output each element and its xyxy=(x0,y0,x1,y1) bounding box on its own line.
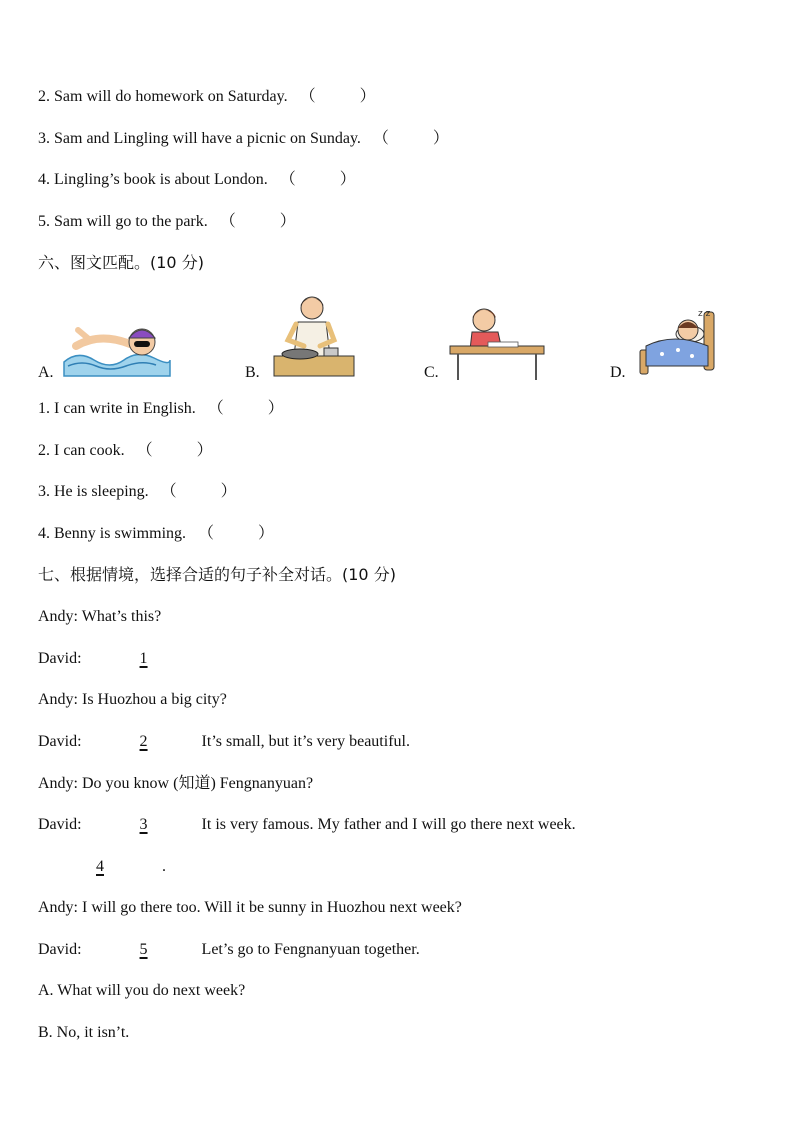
dialogue-text: Let’s go to Fengnanyuan together. xyxy=(201,941,420,958)
blank-1[interactable]: 1 xyxy=(139,650,148,667)
dialogue-line: Andy: Is Huozhou a big city? xyxy=(38,691,227,708)
speaker-label: David: xyxy=(38,650,86,667)
dialogue-line xyxy=(38,732,410,752)
question-5-5 xyxy=(38,212,296,232)
answer-bracket[interactable]: （ ） xyxy=(372,130,449,147)
question-6-4 xyxy=(38,524,274,544)
picture-label-b: B. xyxy=(245,364,260,381)
question-text: 4. Benny is swimming. xyxy=(38,525,187,542)
answer-bracket[interactable]: （ ） xyxy=(160,483,237,500)
answer-bracket[interactable]: （ ） xyxy=(219,213,296,230)
dialogue-line: Andy: What’s this? xyxy=(38,608,162,625)
question-text: 3. He is sleeping. xyxy=(38,483,149,500)
question-5-3 xyxy=(38,129,449,149)
option-a: A. What will you do next week? xyxy=(38,982,246,999)
sleeping-boy-icon xyxy=(638,306,722,378)
question-5-2 xyxy=(38,87,376,107)
question-6-1 xyxy=(38,399,284,419)
answer-bracket[interactable]: （ ） xyxy=(198,525,275,542)
speaker-label: David: xyxy=(38,941,86,958)
writing-girl-icon xyxy=(448,304,546,382)
dialogue-line xyxy=(38,815,576,835)
picture-label-a: A. xyxy=(38,364,54,381)
section-6-heading: 六、图文匹配。(10 分) xyxy=(38,253,204,272)
question-5-4 xyxy=(38,170,356,190)
dialogue-line: Andy: I will go there too. Will it be sunny in Huozhou next week? xyxy=(38,899,462,916)
answer-bracket[interactable]: （ ） xyxy=(136,442,213,459)
question-text: 5. Sam will go to the park. xyxy=(38,213,208,230)
blank-4[interactable]: 4 xyxy=(96,858,104,875)
swimmer-icon xyxy=(60,310,172,380)
speaker-label: David: xyxy=(38,816,86,833)
blank-5[interactable]: 5 xyxy=(139,941,148,958)
svg-text:z z: z z xyxy=(698,309,711,319)
answer-bracket[interactable]: （ ） xyxy=(299,88,376,105)
question-6-3 xyxy=(38,482,237,502)
dialogue-line xyxy=(38,940,420,960)
question-text: 2. Sam will do homework on Saturday. xyxy=(38,88,288,105)
cooking-icon xyxy=(268,290,358,382)
picture-label-d: D. xyxy=(610,364,626,381)
question-text: 2. I can cook. xyxy=(38,442,125,459)
answer-bracket[interactable]: （ ） xyxy=(207,400,284,417)
dialogue-line xyxy=(38,857,166,877)
dialogue-text: It is very famous. My father and I will go there next week. xyxy=(201,816,576,833)
answer-bracket[interactable]: （ ） xyxy=(279,171,356,188)
dialogue-text: It’s small, but it’s very beautiful. xyxy=(201,733,410,750)
dialogue-text: . xyxy=(162,858,166,875)
blank-3[interactable]: 3 xyxy=(139,816,148,833)
section-7-heading: 七、根据情境，选择合适的句子补全对话。(10 分) xyxy=(38,565,396,584)
blank-2[interactable]: 2 xyxy=(139,733,148,750)
picture-row xyxy=(38,288,758,384)
speaker-label: David: xyxy=(38,733,86,750)
question-text: 3. Sam and Lingling will have a picnic on Sunday. xyxy=(38,130,361,147)
question-text: 4. Lingling’s book is about London. xyxy=(38,171,268,188)
question-text: 1. I can write in English. xyxy=(38,400,196,417)
dialogue-line: Andy: Do you know (知道) Fengnanyuan? xyxy=(38,775,314,792)
option-b: B. No, it isn’t. xyxy=(38,1024,130,1041)
question-6-2 xyxy=(38,441,213,461)
dialogue-line xyxy=(38,649,202,669)
picture-label-c: C. xyxy=(424,364,439,381)
